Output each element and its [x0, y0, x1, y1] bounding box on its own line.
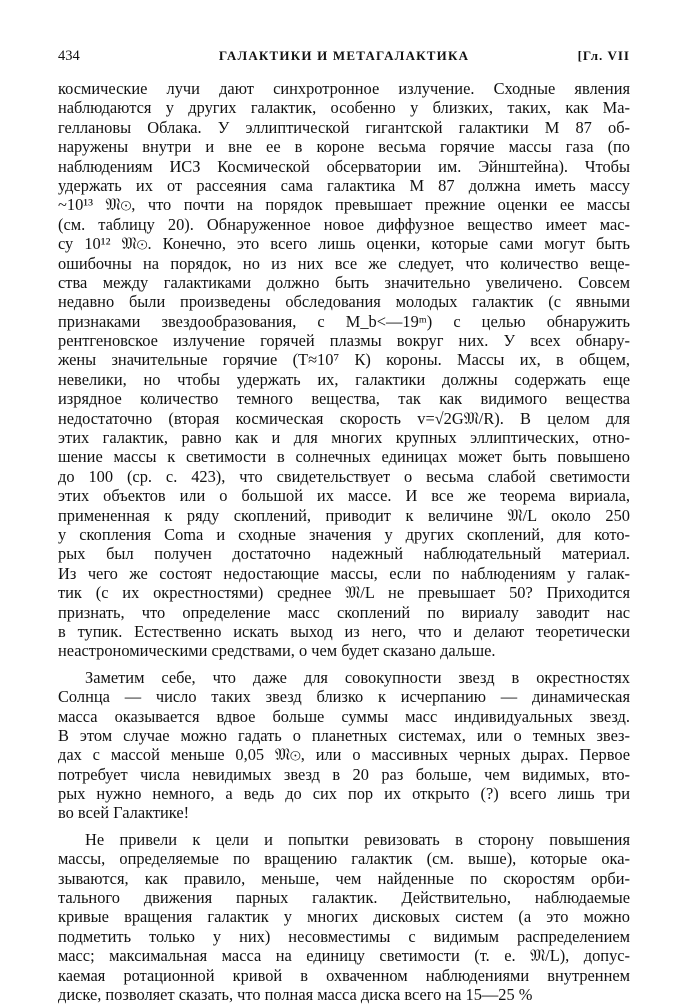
text-line: признать, что определение масс скоплений по вириалу заводит нас	[58, 602, 630, 622]
text-line: примененная к ряду скоплений, приводит к величине 𝔐/L около 250	[58, 505, 630, 525]
text-line: рых нужно немного, а ведь до сих пор их открыто (?) всего лишь три	[58, 784, 630, 804]
running-title: ГАЛАКТИКИ И МЕТАГАЛАКТИКА	[218, 48, 470, 63]
text-line: Не привели к цели и попытки ревизовать в сторону повышения	[85, 829, 630, 849]
text-line: дах с массой меньше 0,05 𝔐⊙, или о массивных черных дырах. Первое	[58, 745, 630, 765]
text-line: рых был получен достаточно надежный наблюдательный материал.	[58, 544, 630, 564]
text-line: этих объектов или о большой их массе. И все же теорема вириала,	[58, 486, 630, 506]
text-line: недавно были произведены обследования молодых галактик (с явными	[58, 292, 630, 312]
text-line: до 100 (ср. с. 423), что свидетельствует о весьма слабой светимости	[58, 466, 630, 486]
paragraph	[58, 668, 630, 823]
text-line: массы, определяемые по вращению галактик (см. выше), которые ока-	[58, 849, 630, 869]
text-line: шение массы к светимости в солнечных единицах может быть повышено	[58, 447, 630, 467]
text-line: геллановы Облака. У эллиптической гигантской галактики М 87 об-	[58, 117, 630, 137]
paragraph	[58, 79, 630, 661]
text-line: ства между галактиками должно быть значительно увеличено. Совсем	[58, 272, 630, 292]
chapter-label: [Гл. VII	[577, 48, 630, 63]
text-line: этих галактик, равно как и для многих крупных эллиптических, отно-	[58, 428, 630, 448]
text-line: наблюдаются у других галактик, особенно у близких, таких, как Ма-	[58, 98, 630, 118]
text-line: (см. таблицу 20). Обнаруженное новое диффузное вещество имеет мас-	[58, 214, 630, 234]
text-line: подметить только у них) несовместимы с видимым распределением	[58, 926, 630, 946]
body-text	[58, 79, 630, 1004]
text-line: изрядное количество темного вещества, так как видимого вещества	[58, 389, 630, 409]
text-line: кривые вращения галактик у многих дисковых систем (а это можно	[58, 907, 630, 927]
text-line: Из чего же состоят недостающие массы, если по наблюдениям у галак-	[58, 563, 630, 583]
text-line: наблюдениям ИСЗ Космической обсерватории им. Эйнштейна). Чтобы	[58, 156, 630, 176]
text-line: во всей Галактике!	[58, 803, 190, 823]
text-line: рентгеновское излучение горячей плазмы вокруг них. У всех обнару-	[58, 331, 630, 351]
text-line: Заметим себе, что даже для совокупности звезд в окрестностях	[85, 667, 630, 687]
text-line: признаками звездообразования, с M_b<—19ᵐ) с целью обнаружить	[58, 311, 630, 331]
text-line: у скопления Coma и сходные значения у других скоплений, для кото-	[58, 524, 630, 544]
text-line: В этом случае можно гадать о планетных системах, или о темных звез-	[58, 725, 630, 745]
paragraph	[58, 830, 630, 1004]
text-line: су 10¹² 𝔐⊙. Конечно, это всего лишь оценки, которые сами могут быть	[58, 234, 630, 254]
text-line: масс; максимальная масса на единицу светимости (т. е. 𝔐/L), допус-	[58, 946, 630, 966]
text-line: наружены внутри и вне ее в короне весьма горячие массы газа (по	[58, 137, 630, 157]
text-line: потребует числа невидимых звезд в 20 раз больше, чем видимых, вто-	[58, 764, 630, 784]
text-line: жены значительные горячие (T≈10⁷ К) короны. Массы их, в общем,	[58, 350, 630, 370]
text-line: невелики, но чтобы удержать их, галактики должны содержать еще	[58, 369, 630, 389]
text-line: зываются, как правило, меньше, чем найденные по скоростям орби-	[58, 868, 630, 888]
text-line: диске, позволяет сказать, что полная масса диска всего на 15—25 %	[58, 984, 533, 1004]
text-line: тального движения парных галактик. Действительно, наблюдаемые	[58, 888, 630, 908]
running-header	[58, 48, 630, 70]
text-line: удержать их от рассеяния сама галактика М 87 должна иметь массу	[58, 175, 630, 195]
text-line: недостаточно (вторая космическая скорость v=√2G𝔐/R). В целом для	[58, 408, 630, 428]
page-number: 434	[58, 48, 80, 64]
text-line: ошибочны на порядок, но из них все же следует, что количество веще-	[58, 253, 630, 273]
text-line: ~10¹³ 𝔐⊙, что почти на порядок превышает прежние оценки ее массы	[58, 195, 630, 215]
text-line: каемая ротационной кривой в охваченном наблюдениями внутреннем	[58, 965, 630, 985]
text-line: тик (с их окрестностями) среднее 𝔐/L не превышает 50? Приходится	[58, 583, 630, 603]
text-line: масса оказывается вдвое больше суммы масс индивидуальных звезд.	[58, 706, 630, 726]
text-line: космические лучи дают синхротронное излучение. Сходные явления	[58, 79, 630, 98]
text-line: в тупик. Естественно искать выход из него, что и делают теоретически	[58, 621, 630, 641]
text-line: Солнца — число таких звезд близко к исчерпанию — динамическая	[58, 687, 630, 707]
text-line: неастрономическими средствами, о чем будет сказано дальше.	[58, 641, 496, 661]
